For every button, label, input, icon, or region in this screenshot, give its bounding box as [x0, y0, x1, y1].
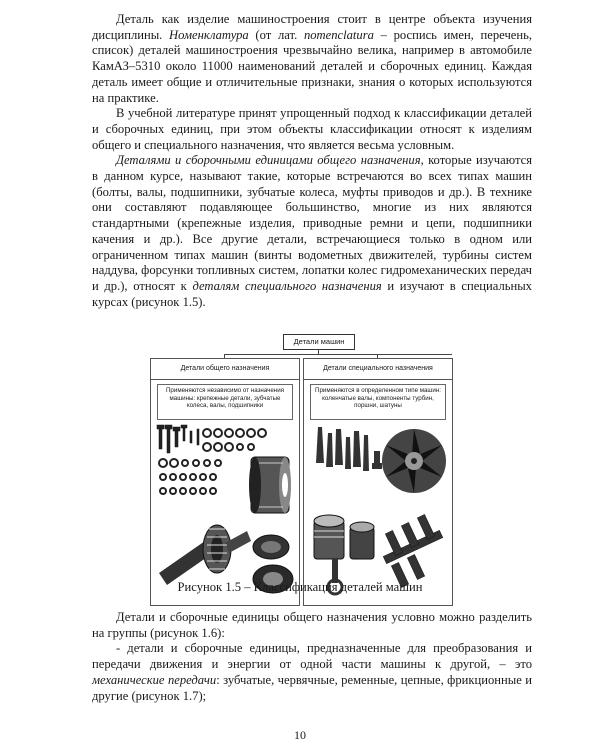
classification-diagram	[150, 334, 450, 574]
panel-header: Детали специального назначения	[304, 359, 452, 380]
body-text-bottom	[92, 610, 532, 704]
text-run: (от лат.	[248, 27, 304, 42]
special-purpose-panel	[303, 358, 453, 606]
paragraph	[92, 12, 532, 106]
page-number: 10	[294, 728, 306, 742]
paragraph	[92, 610, 532, 641]
paragraph	[92, 641, 532, 704]
paragraph	[92, 106, 532, 153]
panel-header: Детали общего назначения	[151, 359, 299, 380]
body-text-top	[92, 12, 532, 310]
text-run: Детали и сборочные единицы общего назначения условно можно разделить на группы (рисунок 1.6):	[92, 610, 532, 640]
text-run: и изучают в специальных курсах (рисунок 1.5).	[92, 278, 532, 309]
special-parts-image	[308, 423, 448, 603]
italic-run: Деталями и сборочными единицами общего назначения	[116, 153, 421, 168]
panel-description: Применяются в определенном типе машин: коленчатые валы, компоненты турбин, поршни, шатуны	[310, 384, 446, 420]
italic-run: деталям специального назначения	[192, 278, 382, 293]
text-run: В учебной литературе принят упрощенный подход к классификации деталей и сборочных единиц, при этом объекты классификации относят к изделиям общего и специального назначения, что является весьма условным.	[92, 106, 532, 152]
text-run: - детали и сборочные единицы, предназначенные для преобразования и передачи движения и энергии от одной части машины к другой, – это	[92, 641, 532, 672]
panel-description: Применяются независимо от назначения машины: крепежные детали, зубчатые колеса, валы, подшипники	[157, 384, 293, 420]
diagram-title-box: Детали машин	[283, 334, 355, 350]
connector-line	[224, 354, 452, 355]
italic-run: механические передачи	[92, 672, 217, 687]
text-run: Деталь как изделие машиностроения стоит в центре объекта изучения дисциплины.	[92, 12, 532, 42]
general-purpose-panel	[150, 358, 300, 606]
italic-run: nomenclatura	[303, 27, 374, 42]
text-run: : зубчатые, червячные, ременные, цепные, фрикционные и другие (рисунок 1.7);	[92, 672, 532, 703]
text-run: – роспись имен, перечень, список) деталей машиностроения чрезвычайно велика, например в автомобиле КамАЗ–5310 около 11000 наименований деталей и сборочных единиц. Каждая деталь имеет общие и отличительные признаки, знания о которых используются на практике.	[92, 27, 532, 105]
general-parts-image	[155, 423, 295, 603]
text-run: , которые изучаются в данном курсе, называют такие, которые встречаются во всех типах машин (болты, валы, подшипники, зубчатые колеса, муфты приводов и др.). В технике они составляют подавляющее большинство, многие из них являются стандартными (крепежные изделия, приводные ремни и цепи, подшипники качения и др.). Все другие детали, встречающиеся только в одном или ограниченном типах машин (винты водометных движителей, турбины систем наддува, форсунки топливных систем, лопатки колес гидромеханических передач и др.), относят к	[92, 153, 532, 293]
figure-caption: Рисунок 1.5 – Классификация деталей машин	[177, 580, 423, 594]
italic-run: Номенклатура	[169, 27, 249, 42]
paragraph	[92, 153, 532, 310]
